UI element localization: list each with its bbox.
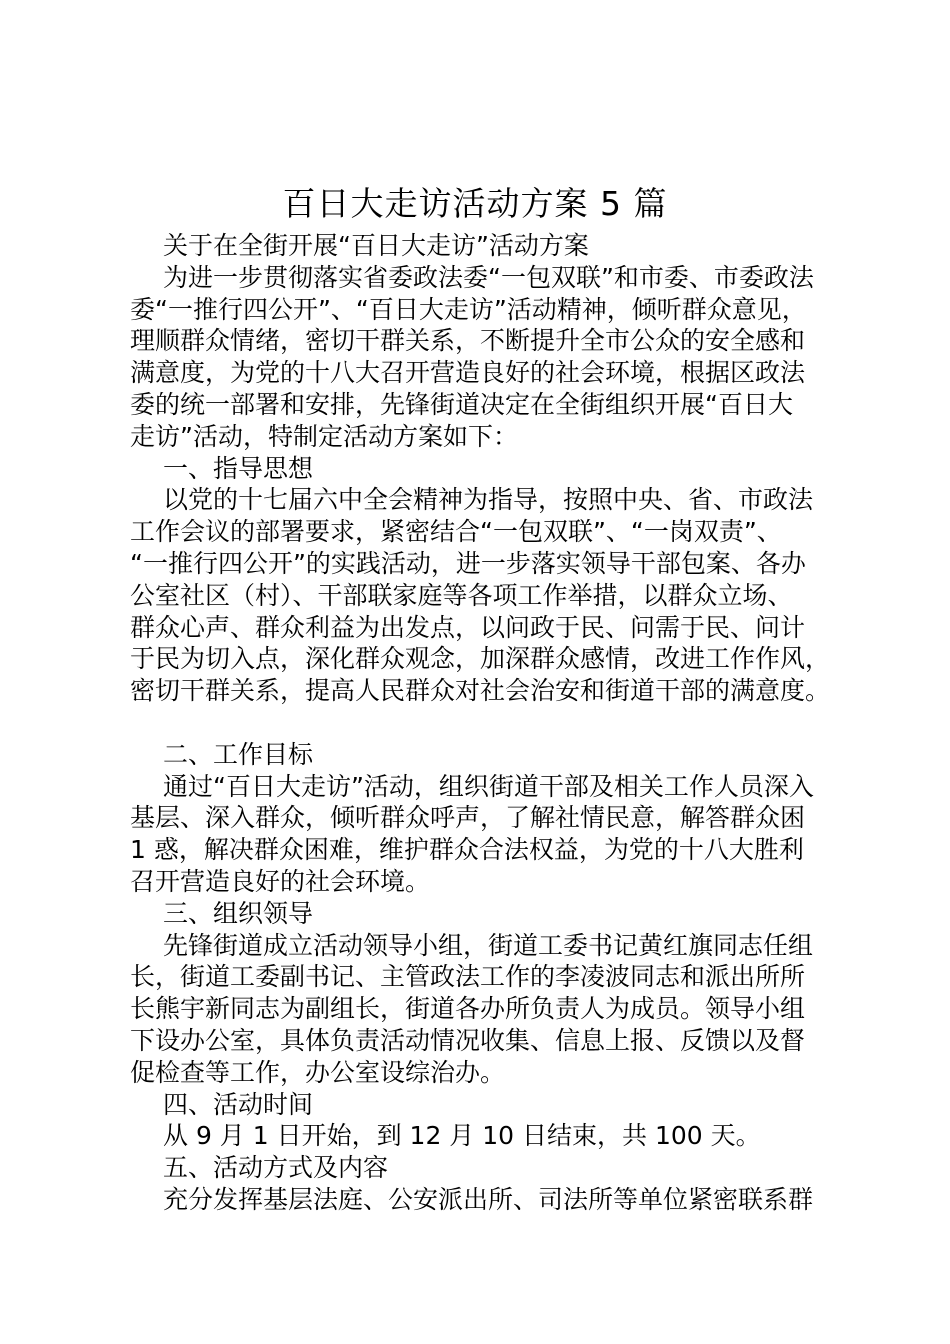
text-line: 先锋街道成立活动领导小组，街道工委书记黄红旗同志任组 <box>163 930 814 960</box>
text-line: 四、活动时间 <box>163 1089 314 1119</box>
text-line: 公室社区（村）、干部联家庭等各项工作举措，以群众立场、 <box>130 580 793 610</box>
document-body <box>130 230 850 1216</box>
blank-line <box>130 707 850 739</box>
text-line: 密切干群关系，提高人民群众对社会治安和街道干部的满意度。 <box>130 676 831 706</box>
text-line: 走访”活动，特制定活动方案如下： <box>130 421 518 451</box>
text-line: 长熊宇新同志为副组长，街道各办所负责人为成员。领导小组 <box>130 994 806 1024</box>
text-line: 充分发挥基层法庭、公安派出所、司法所等单位紧密联系群 <box>163 1184 814 1214</box>
text-line: 一、指导思想 <box>163 453 314 483</box>
text-line: 以党的十七届六中全会精神为指导，按照中央、省、市政法 <box>163 485 814 515</box>
text-line: 1 惑，解决群众困难，维护群众合法权益，为党的十八大胜利 <box>130 835 804 865</box>
text-line: 满意度，为党的十八大召开营造良好的社会环境，根据区政法 <box>130 358 806 388</box>
text-line: 为进一步贯彻落实省委政法委“一包双联”和市委、市委政法 <box>163 262 814 292</box>
text-line: 理顺群众情绪，密切干群关系，不断提升全市公众的安全感和 <box>130 326 806 356</box>
text-line: 通过“百日大走访”活动，组织街道干部及相关工作人员深入 <box>163 771 814 801</box>
text-line: 从 9 月 1 日开始，到 12 月 10 日结束，共 100 天。 <box>163 1121 761 1151</box>
text-line: 工作会议的部署要求，紧密结合“一包双联”、“一岗双责”、 <box>130 517 782 547</box>
text-line: 长，街道工委副书记、主管政法工作的李凌波同志和派出所所 <box>130 962 806 992</box>
text-line: 下设办公室，具体负责活动情况收集、信息上报、反馈以及督 <box>130 1025 806 1055</box>
text-line: 促检查等工作，办公室设综治办。 <box>130 1057 506 1087</box>
document-title: 百日大走访活动方案 5 篇 <box>282 184 668 223</box>
text-line: 二、工作目标 <box>163 739 314 769</box>
text-line: 委“一推行四公开”、“百日大走访”活动精神，倾听群众意见， <box>130 294 807 324</box>
text-line: 基层、深入群众，倾听群众呼声，了解社情民意，解答群众困 <box>130 803 806 833</box>
text-line: 关于在全街开展“百日大走访”活动方案 <box>163 231 589 260</box>
text-line: 于民为切入点，深化群众观念，加深群众感情，改进工作作风， <box>130 644 831 674</box>
text-line: 三、组织领导 <box>163 898 314 928</box>
text-line: “一推行四公开”的实践活动，进一步落实领导干部包案、各办 <box>130 548 806 578</box>
text-line: 委的统一部署和安排，先锋街道决定在全街组织开展“百日大 <box>130 389 793 419</box>
text-line: 群众心声、群众利益为出发点，以问政于民、问需于民、问计 <box>130 612 806 642</box>
text-line: 五、活动方式及内容 <box>163 1153 389 1183</box>
text-line: 召开营造良好的社会环境。 <box>130 866 431 896</box>
